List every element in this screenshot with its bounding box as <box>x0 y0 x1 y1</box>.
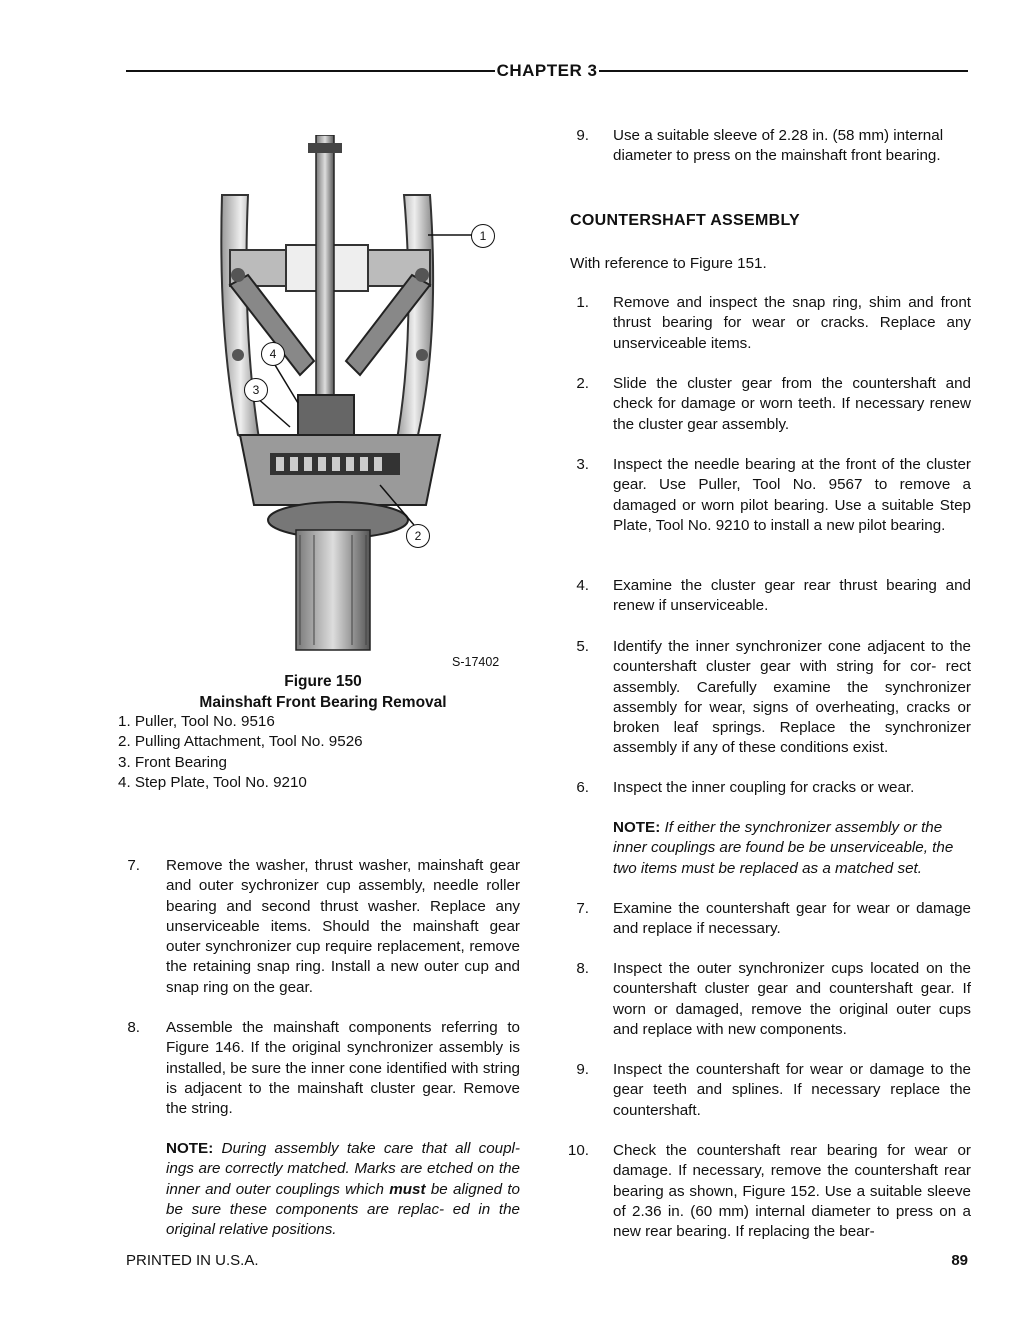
chapter-title: CHAPTER 3 <box>496 61 598 80</box>
printed-in: PRINTED IN U.S.A. <box>126 1252 259 1269</box>
right-step-7: 7. Examine the countershaft gear for wear or damage and replace if necessary. <box>576 900 971 938</box>
callout-2: 2 <box>406 524 430 548</box>
chapter-header <box>126 60 968 82</box>
right-step-10: 10. Check the countershaft rear bearing for wear or damage. If necessary, remove the countershaft rear bearing as shown, Figure 152. Use a suitable sleeve of 2.36 in. (60 mm) internal diameter to press on a new rear bearing. If replacing the bear- <box>567 1142 971 1241</box>
callout-3: 3 <box>244 378 268 402</box>
left-note: NOTE: During assembly take care that all coupl- ings are correctly matched. Marks are etched on the inner and outer couplings which must be aligned to be sure these components are replac- ed in the original relative positions. <box>166 1140 520 1239</box>
legend-item: 4. Step Plate, Tool No. 9210 <box>118 773 307 791</box>
right-step-1: 1. Remove and inspect the snap ring, shim and front thrust bearing for wear or cracks. Replace any unserviceable items. <box>576 294 971 352</box>
legend-item: 1. Puller, Tool No. 9516 <box>118 713 275 730</box>
right-step-3: 3. Inspect the needle bearing at the front of the cluster gear. Use Puller, Tool No. 9567 to remove a damaged or worn pilot bearing. Use a suitable Step Plate, Tool No. 9210 to install a new pilot bearing. <box>576 456 971 534</box>
header-rule-right <box>599 70 968 72</box>
figure-legend <box>118 712 518 793</box>
header-rule-left <box>126 70 495 72</box>
right-note: NOTE: If either the synchronizer assembly or the inner couplings are found be be unserviceable, the two items must be replaced as a matched set. <box>613 819 954 877</box>
figure-number: Figure 150 <box>284 673 362 690</box>
page-number: 89 <box>951 1252 968 1269</box>
right-step-6: 6. Inspect the inner coupling for cracks or wear. <box>576 779 915 796</box>
left-step-7: 7. Remove the washer, thrust washer, mainshaft gear and outer sychronizer cup assembly, needle roller bearing and second thrust washer. Replace any unserviceable items. Should the mainshaft gear outer synchronizer cup require replacement, remove the retaining snap ring. Install a new outer cup and snap ring on the gear. <box>127 857 520 996</box>
callout-4: 4 <box>261 342 285 366</box>
legend-item: 2. Pulling Attachment, Tool No. 9526 <box>118 733 363 751</box>
callout-1: 1 <box>471 224 495 248</box>
puller-illustration <box>190 135 490 665</box>
legend-item: 3. Front Bearing <box>118 753 227 771</box>
right-step-5: 5. Identify the inner synchronizer cone adjacent to the countershaft cluster gear with string for cor- rect assembly. Carefully examine the synchronizer assembly for wear, signs of overheating, cracks or broken leaf springs. Replace the synchronizer assembly if any of these conditions exist. <box>576 638 971 757</box>
right-step-8: 8. Inspect the outer synchronizer cups located on the countershaft cluster gear and countershaft gear. If worn or damaged, remove the original outer cups and replace with new components. <box>576 960 971 1038</box>
section-intro: With reference to Figure 151. <box>570 255 767 272</box>
right-step-9: 9. Inspect the countershaft for wear or damage to the gear teeth and splines. If necessary replace the countershaft. <box>576 1061 971 1119</box>
right-step-9-top: 9. Use a suitable sleeve of 2.28 in. (58 mm) internal diameter to press on the mainshaft front bearing. <box>576 127 944 165</box>
figure-title: Mainshaft Front Bearing Removal <box>199 694 447 711</box>
right-step-4: 4. Examine the cluster gear rear thrust bearing and renew if unserviceable. <box>576 577 971 615</box>
right-step-2: 2. Slide the cluster gear from the countershaft and check for damage or worn teeth. If necessary renew the cluster gear assembly. <box>576 375 971 433</box>
figure-code: S-17402 <box>452 655 500 669</box>
left-step-8: 8. Assemble the mainshaft components referring to Figure 146. If the original synchronizer assembly is installed, be sure the inner cone identified with string is adjacent to the mainshaft cluster gear. Remove the string. <box>127 1019 520 1118</box>
section-heading: COUNTERSHAFT ASSEMBLY <box>570 212 801 229</box>
